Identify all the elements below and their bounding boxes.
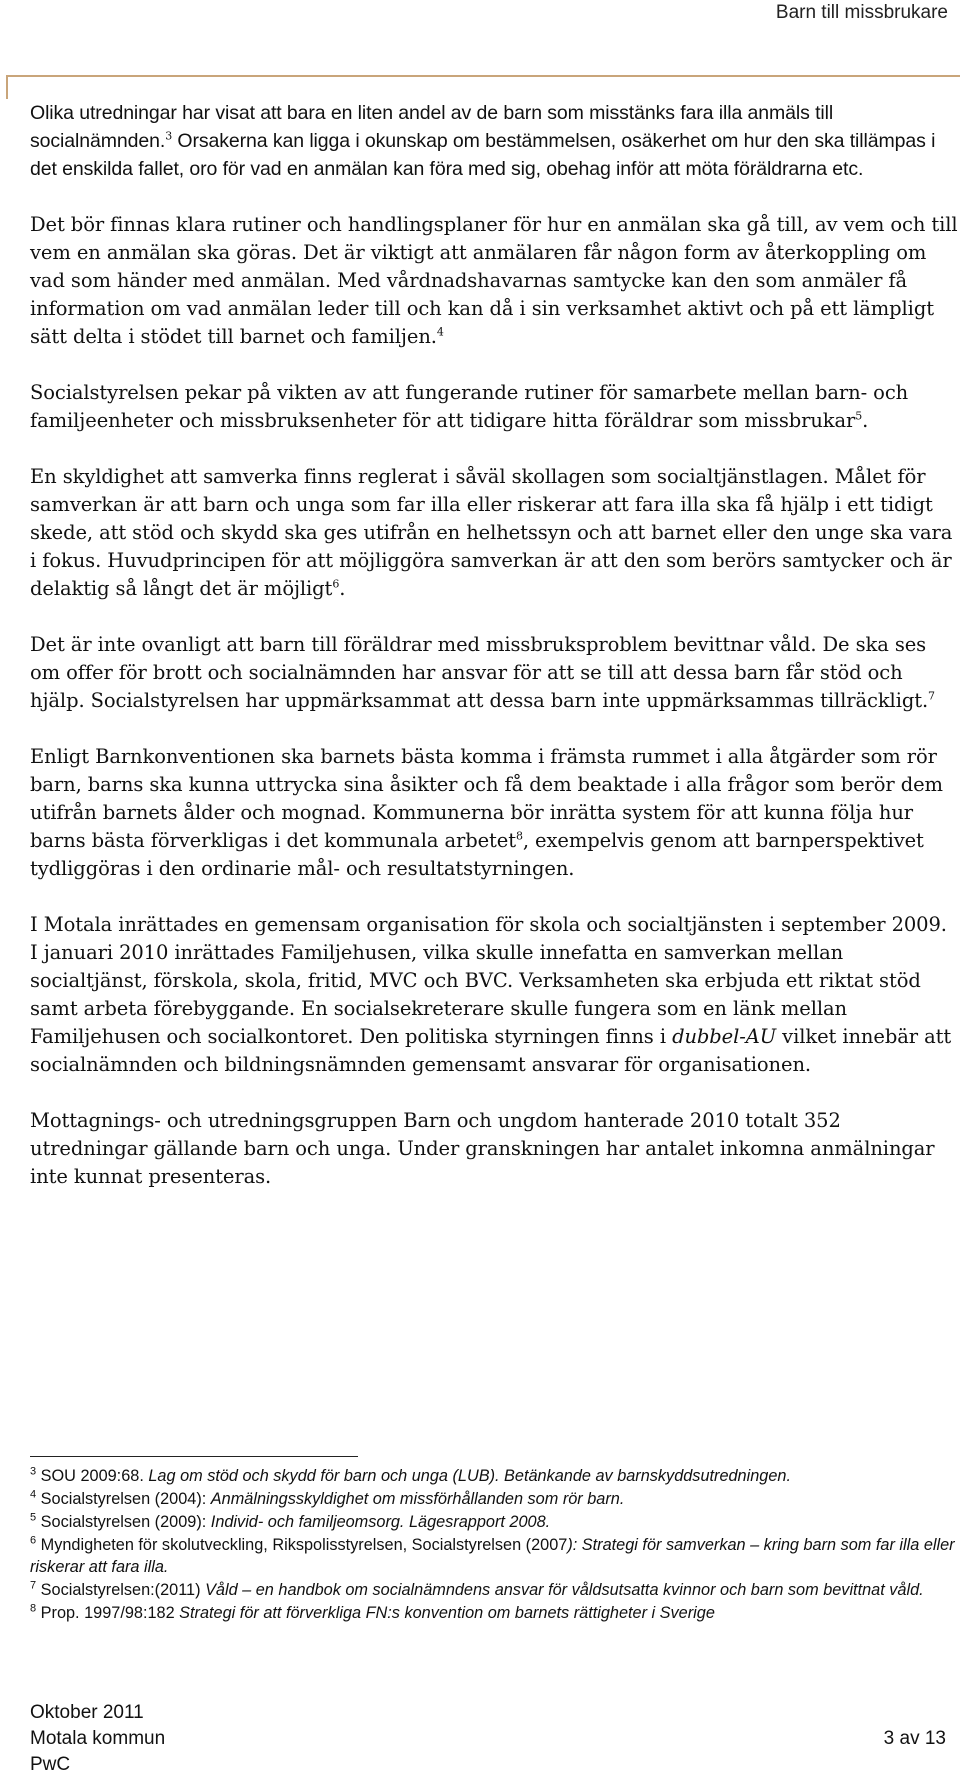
paragraph-6 — [30, 743, 960, 883]
paragraph-3-tail: . — [862, 409, 869, 432]
footnotes — [30, 1465, 958, 1625]
paragraph-2 — [30, 211, 960, 351]
header-rule-corner — [6, 75, 8, 99]
footnote-ref-6: 6 — [332, 577, 340, 591]
footnote-title: ): Strategi för samverkan – kring barn som far illa eller riskerar att fara illa. — [30, 1536, 955, 1576]
footnote-title: Anmälningsskyldighet om missförhållanden som rör barn. — [210, 1490, 625, 1508]
footnote-6 — [30, 1534, 958, 1578]
page-number: 3 av 13 — [883, 1728, 946, 1749]
paragraph-7-text-b: vilket innebär att socialnämnden och bildningsnämnden gemensamt ansvarar för organisationen. — [30, 1025, 952, 1076]
paragraph-3 — [30, 379, 960, 435]
footnote-title: Strategi för att förverkliga FN:s konvention om barnets rättigheter i Sverige — [179, 1604, 715, 1622]
paragraph-3-text: Socialstyrelsen pekar på vikten av att fungerande rutiner för samarbete mellan barn- och familjeenheter och missbruksenheter för att tidigare hitta föräldrar som missbrukar — [30, 381, 909, 432]
footnote-number: 5 — [30, 1511, 37, 1524]
footnote-ref-5: 5 — [855, 409, 863, 423]
paragraph-1-text-b: Orsakerna kan ligga i okunskap om bestämmelsen, osäkerhet om hur den ska tillämpas i det enskilda fallet, oro för vad en anmälan kan föra med sig, obehag inför att möta föräldrarna etc. — [30, 130, 936, 180]
footnote-3 — [30, 1465, 958, 1487]
paragraph-6-text-b: , exempelvis genom att barnperspektivet tydliggöras i den ordinarie mål- och resultatstyrningen. — [30, 829, 924, 880]
paragraph-6-text-a: Enligt Barnkonventionen ska barnets bästa komma i främsta rummet i alla åtgärder som rör barn, barns ska kunna uttrycka sina åsikter och få dem beaktade i alla frågor som berör dem utifrån barnets ålder och mognad. Kommunerna bör inrätta system för att kunna följa hur barns bästa förverkligas i det kommunala arbetet — [30, 745, 943, 852]
paragraph-4-tail: . — [339, 577, 346, 600]
paragraph-1 — [30, 99, 960, 183]
paragraph-8-text: Mottagnings- och utredningsgruppen Barn och ungdom hanterade 2010 totalt 352 utredningar gällande barn och unga. Under granskningen har antalet inkomna anmälningar inte kunnat presenteras. — [30, 1109, 935, 1188]
footnote-title: Våld – en handbok om socialnämndens ansvar för våldsutsatta kvinnor och barn som bevittnat våld. — [205, 1581, 924, 1599]
footnote-number: 8 — [30, 1602, 37, 1615]
footnote-7 — [30, 1579, 958, 1601]
main-body — [30, 99, 960, 1219]
paragraph-1-text-a: Olika utredningar har visat att bara en liten andel av de barn som misstänks fara illa anmäls till socialnämnden. — [30, 102, 834, 152]
footnote-number: 6 — [30, 1534, 37, 1547]
running-header-title: Barn till missbrukare — [775, 2, 948, 23]
footnote-source: Prop. 1997/98:182 — [40, 1604, 180, 1622]
paragraph-7-emphasis: dubbel-AU — [672, 1025, 777, 1048]
footnote-separator — [30, 1456, 358, 1457]
footer-date: Oktober 2011 — [30, 1702, 144, 1723]
footnote-source: SOU 2009:68. — [40, 1467, 149, 1485]
footnote-ref-7: 7 — [928, 689, 935, 703]
paragraph-7 — [30, 911, 960, 1079]
footnote-ref-3: 3 — [165, 129, 173, 143]
footnote-number: 3 — [30, 1465, 37, 1478]
paragraph-5 — [30, 631, 960, 715]
page-footer — [30, 1700, 165, 1778]
footnote-source: Myndigheten för skolutveckling, Rikspolisstyrelsen, Socialstyrelsen (2007 — [40, 1536, 568, 1554]
footnote-4 — [30, 1488, 958, 1510]
footnote-source: Socialstyrelsen (2004): — [40, 1490, 211, 1508]
footnote-title: Lag om stöd och skydd för barn och unga (LUB). Betänkande av barnskyddsutredningen. — [148, 1467, 791, 1485]
footnote-ref-8: 8 — [515, 829, 523, 843]
footnote-8 — [30, 1602, 958, 1624]
footnote-5 — [30, 1511, 958, 1533]
paragraph-7-text-a: I Motala inrättades en gemensam organisation för skola och socialtjänsten i september 2009. I januari 2010 inrättades Familjehusen, vilka skulle innefatta en samverkan mellan socialtjänst, förskola, skola, fritid, MVC och BVC. Verksamheten ska erbjuda ett riktat stöd samt arbeta förebyggande. En socialsekreterare skulle fungera som en länk mellan Familjehusen och socialkontoret. Den politiska styrningen finns i — [30, 913, 947, 1048]
footnote-ref-4: 4 — [436, 325, 444, 339]
paragraph-4-text: En skyldighet att samverka finns reglerat i såväl skollagen som socialtjänstlagen. Målet för samverkan är att barn och unga som far illa eller riskerar att fara illa ska få hjälp i ett tidigt skede, att stöd och skydd ska ges utifrån en helhetssyn och att barnet eller den unge ska vara i fokus. Huvudprincipen för att möjliggöra samverkan är att den som berörs samtycker och är delaktig så långt det är möjligt — [30, 465, 953, 600]
footnote-source: Socialstyrelsen (2009): — [40, 1513, 211, 1531]
paragraph-4 — [30, 463, 960, 603]
footnote-source: Socialstyrelsen:(2011) — [40, 1581, 206, 1599]
footnote-title: Individ- och familjeomsorg. Lägesrapport 2008. — [210, 1513, 551, 1531]
paragraph-8 — [30, 1107, 960, 1191]
footer-firm: PwC — [30, 1754, 71, 1775]
footnote-number: 7 — [30, 1579, 37, 1592]
header-rule — [6, 75, 960, 77]
footnote-number: 4 — [30, 1488, 37, 1501]
paragraph-5-text: Det är inte ovanligt att barn till föräldrar med missbruksproblem bevittnar våld. De ska ses om offer för brott och socialnämnden har ansvar för att se till att dessa barn får stöd och hjälp. Socialstyrelsen har uppmärksammat att dessa barn inte uppmärksammas tillräckligt. — [30, 633, 929, 712]
footer-organization: Motala kommun — [30, 1728, 166, 1749]
paragraph-2-text: Det bör finnas klara rutiner och handlingsplaner för hur en anmälan ska gå till, av vem och till vem en anmälan ska göras. Det är viktigt att anmälaren får någon form av återkoppling om vad som händer med anmälan. Med vårdnadshavarnas samtycke kan den som anmäler få information om vad anmälan leder till och kan då i sin verksamhet aktivt och på ett lämpligt sätt delta i stödet till barnet och familjen. — [30, 213, 958, 348]
